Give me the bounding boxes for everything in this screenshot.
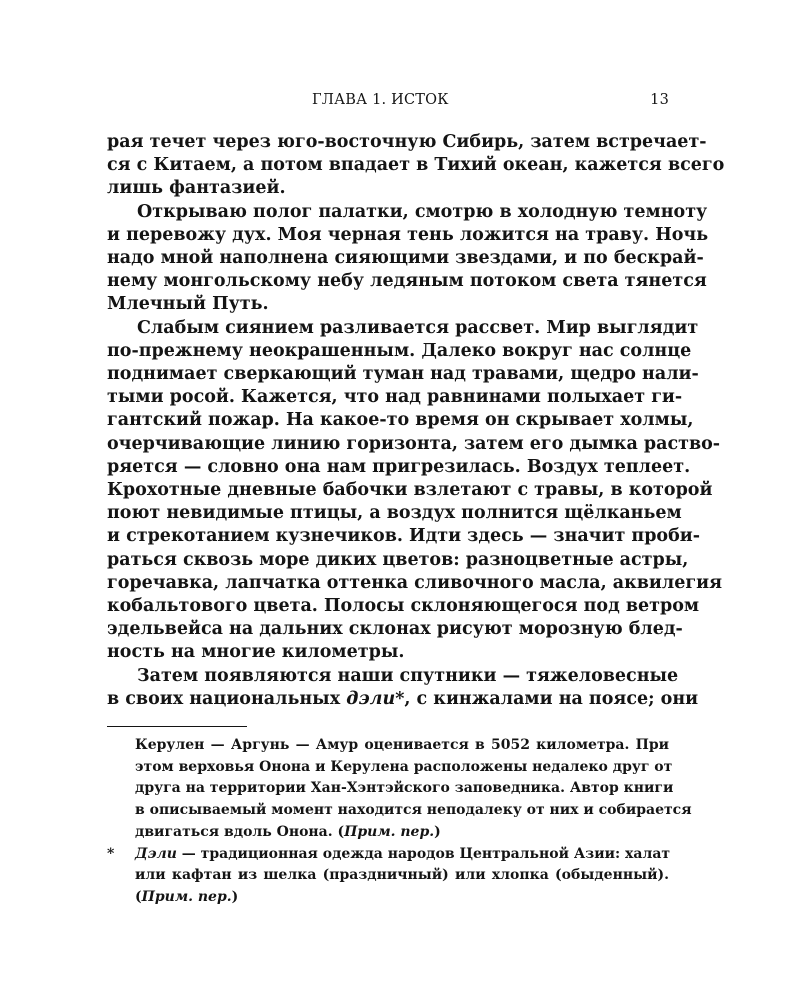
text-fragment: — традиционная одежда народов Центральной Азии: халат (176, 845, 671, 862)
text-line: ряется — словно она нам пригрезилась. Воздух теплеет. (107, 456, 691, 477)
text-fragment: двигаться вдоль Онона. ( (135, 823, 345, 840)
text-line: поднимает сверкающий туман над травами, щедро нали- (107, 364, 699, 385)
text-line: Млечный Путь. (107, 294, 269, 315)
running-header (107, 92, 669, 112)
text-line: надо мной наполнена сияющими звездами, и по бескрай- (107, 248, 704, 269)
text-line: ся с Китаем, а потом впадает в Тихий океан, кажется всего (107, 155, 725, 176)
footnote-line: или кафтан из шелка (праздничный) или хлопка (обыденный). (135, 867, 669, 884)
footnotes (107, 735, 692, 909)
page-number: 13 (650, 92, 669, 108)
footnote-continued (107, 735, 692, 844)
main-text (107, 131, 725, 711)
footnote-line (135, 887, 669, 909)
text-line: ность на многие километры. (107, 642, 405, 663)
footnote-separator (107, 726, 247, 727)
text-line: раться сквозь море диких цветов: разноцветные астры, (107, 549, 689, 570)
text-line: горечавка, лапчатка оттенка сливочного масла, аквилегия (107, 572, 723, 593)
text-line: эдельвейса на дальних склонах рисуют морозную блед- (107, 619, 683, 640)
footnote-line: этом верховья Онона и Керулена расположены недалеко друг от (135, 758, 673, 775)
footnote-line (135, 844, 669, 866)
paragraph (107, 665, 699, 711)
italic-note: Прим. пер. (344, 823, 435, 840)
text-line: Открываю полог палатки, смотрю в холодную темноту (137, 201, 708, 222)
text-line: гантский пожар. На какое-то время он скрывает холмы, (107, 410, 694, 431)
text-line (107, 688, 699, 711)
footnote-line: друга на территории Хан-Хэнтэйского заповедника. Автор книги (135, 780, 674, 797)
footnote-line: в описываемый момент находится неподалеку от них и собирается (135, 802, 692, 819)
text-line: и перевожу дух. Моя черная тень ложится на траву. Ночь (107, 224, 709, 245)
paragraph (107, 317, 723, 665)
text-line: лишь фантазией. (107, 178, 286, 199)
text-line: рая течет через юго-восточную Сибирь, затем встречает- (107, 132, 707, 152)
italic-note: Прим. пер. (141, 888, 232, 905)
footnote-line (135, 822, 669, 844)
footnote-asterisk (107, 844, 669, 909)
italic-term: Дэли (135, 845, 177, 862)
chapter-title: ГЛАВА 1. ИСТОК (312, 92, 449, 108)
italic-term: дэли (346, 688, 396, 709)
text-fragment: ( (135, 888, 142, 905)
text-fragment: *, с кинжалами на поясе; они (395, 688, 699, 709)
text-line: Слабым сиянием разливается рассвет. Мир выглядит (137, 317, 699, 338)
text-line: очерчивающие линию горизонта, затем его дымка раство- (107, 433, 721, 454)
text-line: Затем появляются наши спутники — тяжеловесные (137, 665, 679, 686)
text-fragment: ) (231, 888, 239, 905)
text-line: кобальтового цвета. Полосы склоняющегося под ветром (107, 596, 700, 617)
text-line: по-прежнему неокрашенным. Далеко вокруг нас солнце (107, 340, 692, 361)
text-line: нему монгольскому небу ледяным потоком света тянется (107, 271, 707, 292)
text-line: Крохотные дневные бабочки взлетают с травы, в которой (107, 480, 713, 501)
text-line: и стрекотанием кузнечиков. Идти здесь — значит проби- (107, 526, 701, 547)
text-line: тыми росой. Кажется, что над равнинами полыхает ги- (107, 387, 683, 408)
paragraph (107, 131, 725, 201)
text-fragment: в своих национальных (107, 688, 347, 709)
text-line: поют невидимые птицы, а воздух полнится щёлканьем (107, 503, 682, 524)
text-fragment: ) (434, 823, 441, 840)
footnote-line: Керулен — Аргунь — Амур оценивается в 5052 километра. При (135, 737, 669, 753)
footnote-marker: * (107, 845, 115, 862)
paragraph (107, 201, 709, 317)
